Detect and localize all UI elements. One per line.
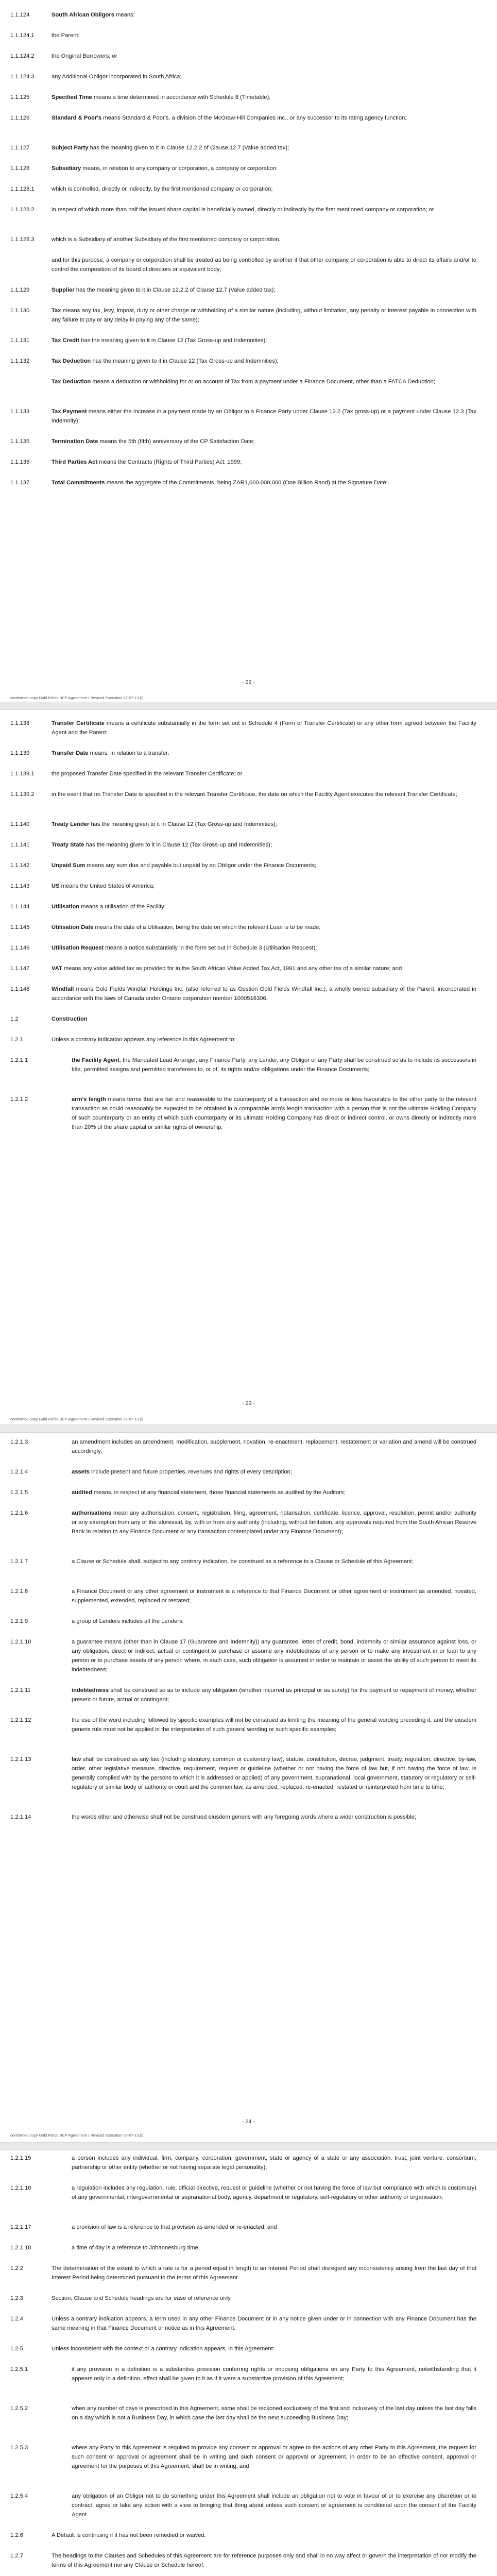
defined-term: Specified Time [52,94,92,100]
page-footer: conformed copy Gold Fields BCP Agreement / Revised Execution 07-07-13.(i) [10,2133,144,2138]
clause-number: 1.1.145 [10,924,30,930]
clause-body: any obligation of an Obligor not to do something under this Agreement shall include an obligation not to vote in favour of or to exercise any discretion or to contract, agree or take any action with a view to bringing that thing about unless such consent or agreement is conditional upon the consent of the Facility Agent. [72,2493,476,2518]
clause-body: Construction [52,1016,88,1022]
clause-body: in respect of which more than half the issued share capital is beneficially owned, directly or indirectly by the first mentioned company or corporation; or [52,207,434,213]
clause-body: Unless inconsistent with the context or a contrary indication appears, in this Agreement: [52,2346,275,2352]
clause-body: The headings to the Clauses and Schedules of this Agreement are for reference purposes only and shall in no way affect or govern the interpretation of nor modify the terms of this Agreement nor any Clause or Schedule hereof. [52,2553,476,2568]
defined-term: South African Obligors [52,12,115,18]
clause-body: Unless a contrary indication appears any reference in this Agreement to: [52,1037,236,1043]
clause-body: means the Contracts (Rights of Third Parties) Act, 1999; [97,459,242,465]
clause-number: 1.1.143 [10,883,30,889]
clause-number: 1.1.128.1 [10,186,35,192]
defined-term: authorisations [72,1510,112,1516]
defined-term: Tax Deduction [52,379,91,385]
defined-term: Transfer Certificate [52,720,105,726]
clause-body: means, in respect of any financial statement, those financial statements as audited by the Auditors; [92,1489,346,1496]
clause-body: means a notice substantially in the form set out in Schedule 3 (Utilisation Request); [104,945,317,951]
clause-text [52,840,476,850]
clause-body: the words other and otherwise shall not be construed eiusdem generis with any foregoing words where a wider construction is possible; [72,1814,417,1820]
clause-body: where any Party to this Agreement is required to provide any consent or approval or agree to the actions of any other Party to this Agreement, the request for such consent or approval or agreement shall be in writing and such consent or approval or agreement, in order to be an effective consent, approval or agreement for the purposes of this Agreement, shall be in writing; and [72,2445,476,2469]
clause-number: 1.2.5 [10,2346,23,2352]
clause-text [52,2264,476,2282]
clause-number: 1.2.5.4 [10,2493,28,2499]
clause-body: the proposed Transfer Date specified in the relevant Transfer Certificate; or [52,771,243,777]
clause-number: 1.1.133 [10,409,30,415]
clause-text [52,93,476,102]
clause-body: shall be construed so as to include any obligation (whether incurred as principal or as surety) for the payment or repayment of money, whether present or future, actual or contingent; [72,1687,476,1703]
clause-number: 1.1.128 [10,165,30,172]
clause-text [52,2551,476,2570]
clause-body: which is controlled, directly or indirectly, by the first mentioned company or corporation; [52,186,273,192]
clause-body: means any sum due and payable but unpaid by an Obligor under the Finance Documents; [85,862,317,869]
clause-body: include present and future properties, revenues and rights of every description; [89,1469,292,1475]
clause-text [72,1056,476,1074]
clause-text [52,1035,476,1044]
clause-body: has the meaning given to it in Clause 12.2.2 of Clause 12.7 (Value added tax); [88,145,289,151]
clause-body: a Finance Document or any other agreement or instrument is a reference to that Finance Document or other agreement or instrument as amended, novated, supplemented, extended, replaced or restated; [72,1588,476,1604]
clause-body: shall be construed as any law (including statutory, common or customary law), statute, constitution, decree, judgment, treaty, regulation, directive, by-law, order, other legislative measure, directive, requirement, request or guideline (whether or not having the force of law but, if not having the force of law, is generally complied with by the persons to which it is addressed or applied) of any government, supranational, local government, statutory or regulatory or self-regulatory or similar body or authority or court and the common law, as amended, replaced, re-enacted, restated or reinterpreted from time to time; [72,1756,476,1790]
clause-text [52,235,476,244]
clause-number: 1.2.5.1 [10,2366,28,2372]
clause-number: 1.2.4 [10,2316,23,2322]
clause-body: when any number of days is prescribed in this Agreement, same shall be reckoned exclusively of the first and inclusively of the last day unless the last day falls on a day which is not a Business Day, in which case the last day shall be the next succeeding Business Day; [72,2405,476,2421]
clause-number: 1.1.124.1 [10,32,35,39]
clause-number: 1.2.6 [10,2532,23,2538]
clause-text [72,1488,476,1497]
clause-body: a provision of law is a reference to that provision as amended or re-enacted; and [72,2224,277,2230]
clause-text [52,719,476,737]
clause-text [52,10,476,20]
page-number: - 23 - [242,1400,255,1406]
defined-term: Standard & Poor's [52,115,102,121]
clause-number: 1.2.1.1 [10,1057,28,1063]
clause-body: which is a Subsidiary of another Subsidiary of the first mentioned company or corporation, [52,236,281,243]
clause-body: has the meaning given to it in Clause 12 (Tax Gross-up and Indemnities); [79,337,267,344]
clause-body: means the 5th (fifth) anniversary of the CP Satisfaction Date; [98,438,255,445]
clause-number: 1.2.1.5 [10,1489,28,1496]
page-footer: conformed copy Gold Fields BCP Agreement / Revised Execution 07-07-13.(i) [10,1417,144,1421]
clause-body: means either the increase in a payment made by an Obligor to a Finance Party under Clause 12.2 (Tax gross-up) or a payment under Clause 12.3 (Tax indemnity); [52,409,476,424]
clause-text [52,749,476,758]
clause-body: a time of day is a reference to Johannesburg time. [72,2245,200,2251]
clause-number: 1.1.132 [10,358,30,364]
defined-term: Subject Party [52,145,89,151]
clause-number: 1.2.1.4 [10,1469,28,1475]
clause-text [52,964,476,973]
clause-text [52,164,476,173]
clause-text [52,2294,476,2303]
clause-number: 1.1.136 [10,459,30,465]
clause-text [52,143,476,152]
clause-body: Unless a contrary indication appears, a term used in any other Finance Document or in any notice given under or in connection with any Finance Document has the same meaning in that Finance Document or notice as in this Agreement. [52,2316,476,2331]
clause-body: a guarantee means (other than in Clause 17 (Guarantee and Indemnity)) any guarantee, letter of credit, bond, indemnity or similar assurance against loss, or any obligation, direct or indirect, actual or contingent to purchase or assume any indebtedness of any person or to make any investment in or loan to any person or to purchase assets of any person where, in each case, such obligation is assumed in order to maintain or assist the ability of such person to meet its indebtedness; [72,1639,476,1673]
clause-body: means: [114,12,135,18]
clause-text [52,943,476,953]
clause-body: has the meaning given to it in Clause 12 (Tax Gross-up and Indemnities); [84,842,272,848]
clause-number: 1.1.124.2 [10,53,35,59]
clause-text [52,407,476,426]
defined-term: Treaty State [52,842,84,848]
clause-body: the Original Borrowers; or [52,53,117,59]
clause-number: 1.1.146 [10,945,30,951]
clause-text [72,1509,476,1536]
clause-body: has the meaning given to it in Clause 12 (Tax Gross-up and Indemnities); [91,358,279,364]
clause-number: 1.2.5.2 [10,2405,28,2412]
clause-body: means a time determined in accordance with Schedule 8 (Timetable); [92,94,271,100]
clause-number: 1.2.1.9 [10,1618,28,1624]
clause-text [72,2223,476,2232]
page-separator [0,2142,497,2150]
clause-body: A Default is continuing if it has not been remedied or waived. [52,2532,206,2538]
clause-text [52,820,476,829]
clause-text [52,457,476,467]
clause-body: has the meaning given to it in Clause 12.2.2 of Clause 12.7 (Value added tax); [74,287,276,293]
page-number: - 24 - [242,2119,255,2125]
clause-text [72,2154,476,2172]
defined-term: indebtedness [72,1687,109,1693]
clause-text [52,902,476,911]
clause-body: The determination of the extent to which a rate is for a period equal in length to an Interest Period shall disregard any inconsistency arising from the last day of that Interest Period being determined pursuant to the terms of this Agreement. [52,2265,476,2281]
clause-body: means a utilisation of the Facility; [79,904,166,910]
clause-number: 1.1.128.3 [10,236,35,243]
clause-text [72,1617,476,1626]
clause-text [52,2344,476,2353]
clause-number: 1.1.127 [10,145,30,151]
clause-number: 1.2.1.14 [10,1814,31,1820]
clause-number: 1.2.1.7 [10,1558,28,1565]
clause-number: 1.1.131 [10,337,30,344]
defined-term: Supplier [52,287,75,293]
clause-body: means terms that are fair and reasonable to the counterparty of a transaction and no more or less favourable to the other party to the relevant transaction as could reasonably be expected to be obtained in a comparable arm's length transaction with a person that is not the ultimate Holding Company of such counterparty or an entity of which such counterparty or its ultimate Holding Company has direct or indirect control, or owns directly or indirectly more than 20% of the share capital or similar rights of ownership; [72,1096,476,1130]
clause-number: 1.1.124 [10,12,30,18]
clause-text [52,306,476,325]
defined-term: Tax Credit [52,337,79,344]
defined-term: Tax Payment [52,409,87,415]
defined-term: Treaty Lender [52,821,90,827]
defined-term: law [72,1756,81,1762]
defined-term: audited [72,1489,92,1496]
clause-body: means, in relation to any company or corporation, a company or corporation: [81,165,278,172]
clause-body: means the United States of America; [59,883,155,889]
clause-text [52,985,476,1003]
clause-text [52,437,476,446]
defined-term: Termination Date [52,438,98,445]
clause-text [52,2314,476,2333]
defined-term: the Facility Agent [72,1057,119,1063]
clause-body: means the date of a Utilisation, being the date on which the relevant Loan is to be made; [93,924,321,930]
clause-body: and for this purpose, a company or corporation shall be treated as being controlled by another if that other company or corporation is able to direct its affairs and/or to control the composition of its board of directors or equivalent body; [52,257,476,273]
clause-text [52,285,476,295]
clause-body: in the event that no Transfer Date is specified in the relevant Transfer Certificate, the date on which the Facility Agent executes the relevant Transfer Certificate; [52,791,457,798]
clause-body: means any tax, levy, impost, duty or other charge or withholding of a similar nature (including, without limitation, any penalty or interest payable in connection with any failure to pay or any delay in paying any of the same); [52,308,476,323]
page-footer: conformed copy Gold Fields BCP Agreement / Revised Execution 07-07-13.(i) [10,696,144,700]
clause-number: 1.1.139.2 [10,791,35,798]
defined-term: Total Commitments [52,480,105,486]
clause-body: an amendment includes an amendment, modification, supplement, novation, re-enactment, replacement, restatement or variation and amend will be construed accordingly; [72,1439,476,1454]
clause-number: 1.2.1.15 [10,2155,31,2161]
clause-body: a person includes any individual, firm, company, corporation, government, state or agency of a state or any association, trust, joint venture, consortium, partnership or other entity (whether or not having separate legal personality); [72,2155,476,2171]
clause-number: 1.1.147 [10,965,30,972]
clause-number: 1.1.144 [10,904,30,910]
defined-term: Utilisation [52,904,80,910]
clause-text [52,861,476,870]
clause-number: 1.2.2 [10,2265,23,2272]
page-separator [0,1425,497,1433]
defined-term: arm's length [72,1096,106,1103]
clause-number: 1.2.1.16 [10,2185,31,2191]
clause-body: means a certificate substantially in the form set out in Schedule 4 (Form of Transfer Certificate) or any other form agreed between the Facility Agent and the Parent; [52,720,476,736]
defined-term: Tax [52,308,61,314]
clause-body: has the meaning given to it in Clause 12 (Tax Gross-up and Indemnities); [89,821,277,827]
clause-number: 1.2.5.3 [10,2445,28,2451]
clause-text [52,256,476,274]
clause-number: 1.1.124.3 [10,74,35,80]
clause-text [72,2492,476,2519]
clause-number: 1.2.1.3 [10,1439,28,1445]
clause-text [52,72,476,81]
clause-text [72,1812,476,1822]
page-separator [0,702,497,710]
clause-text [72,2243,476,2252]
clause-body: means a deduction or withholding for or on account of Tax from a payment under a Finance Document, other than a FATCA Deduction; [91,379,435,385]
clause-text [72,1755,476,1792]
clause-number: 1.2.1.8 [10,1588,28,1595]
clause-text [72,2404,476,2422]
clause-body: Section, Clause and Schedule headings are for ease of reference only. [52,2295,232,2301]
clause-number: 1.1.142 [10,862,30,869]
clause-number: 1.1.139 [10,750,30,756]
clause-number: 1.2.1.2 [10,1096,28,1103]
clause-body: means any value added tax as provided for in the South African Value Added Tax Act, 1991 and any other tax of a similar nature; and [62,965,402,972]
clause-text [52,2531,476,2540]
clause-number: 1.1.129 [10,287,30,293]
clause-text [52,205,476,214]
clause-body: a regulation includes any regulation, rule, official directive, request or guideline (whether or not having the force of law but compliance with which is customary) of any governmental, intergovernmental or supranational body, agency, department or regulatory, self-regulatory or other authority or organisation; [72,2185,476,2200]
clause-text [52,478,476,487]
defined-term: Utilisation Date [52,924,94,930]
clause-text [72,2365,476,2383]
clause-number: 1.1.125 [10,94,30,100]
clause-number: 1.1.141 [10,842,30,848]
defined-term: Utilisation Request [52,945,104,951]
clause-number: 1.2.1.10 [10,1639,31,1645]
clause-number: 1.2.7 [10,2553,23,2559]
clause-number: 1.2.1.11 [10,1687,31,1693]
clause-body: the Parent; [52,32,80,39]
clause-text [52,790,476,799]
defined-term: Tax Deduction [52,358,91,364]
clause-body: mean any authorisation, consent, registration, filing, agreement, notarisation, certificate, licence, approval, resolution, permit and/or authority or any exemption from any of the aforesaid, by, with or from any authority (including, without limitation, any approvals required from the South African Reserve Bank in relation to any Finance Document or any transaction contemplated under any Finance Document); [72,1510,476,1535]
clause-text [52,52,476,61]
clause-text [52,184,476,194]
clause-number: 1.1.128.2 [10,207,35,213]
clause-number: 1.2.1.17 [10,2224,31,2230]
clause-number: 1.1.130 [10,308,30,314]
defined-term: Unpaid Sum [52,862,85,869]
clause-text [52,357,476,366]
clause-body: means, in relation to a transfer: [88,750,169,756]
defined-term: Third Parties Act [52,459,98,465]
clause-body: a group of Lenders includes all the Lenders; [72,1618,184,1624]
defined-term: VAT [52,965,62,972]
clause-body: means Standard & Poor's, a division of the McGraw-Hill Companies Inc., or any successor to its rating agency function; [101,115,407,121]
page-number: - 22 - [242,679,255,685]
clause-body: the use of the word including followed by specific examples will not be construed as limiting the meaning of the general wording preceding it, and the eiusdem generis rule must not be applied in the interpretation of such general wording or such specific examples; [72,1717,476,1733]
clause-text [52,923,476,932]
defined-term: Transfer Date [52,750,89,756]
defined-term: US [52,883,60,889]
clause-number: 1.2.1.6 [10,1510,28,1516]
clause-number: 1.1.138 [10,720,30,726]
clause-body: a Clause or Schedule shall, subject to any contrary indication, be construed as a reference to a Clause or Schedule of this Agreement; [72,1558,414,1565]
clause-text [52,1014,476,1024]
clause-text [72,1095,476,1132]
clause-text [72,1557,476,1566]
clause-text [52,113,476,123]
clause-body: if any provision in a definition is a substantive provision conferring rights or imposing obligations on any Party to this Agreement, notwithstanding that it appears only in a definition, effect shall be given to it as if it were a substantive provision of this Agreement; [72,2366,476,2382]
clause-body: means Gold Fields Windfall Holdings Inc. (also referred to as Gestion Gold Fields Windfall Inc.), a wholly owned subsidiary of the Parent, incorporated in accordance with the laws of Canada under Ontario corporation number 1000516306. [52,986,476,1002]
clause-text [72,1686,476,1704]
clause-number: 1.1.139.1 [10,771,35,777]
clause-text [52,336,476,345]
clause-number: 1.1.126 [10,115,30,121]
clause-text [52,31,476,40]
clause-body: means the aggregate of the Commitments, being ZAR1,000,000,000 (One Billion Rand) at the Signature Date; [105,480,388,486]
clause-body: any Additional Obligor incorporated in South Africa; [52,74,182,80]
clause-number: 1.2.1.18 [10,2245,31,2251]
clause-body: , the Mandated Lead Arranger, any Finance Party, any Lender, any Obligor or any Party shall be construed so as to include its successors in title, permitted assigns and permitted transferees to, or of, its rights and/or obligations under the Finance Documents; [72,1057,476,1073]
clause-number: 1.2.1.13 [10,1756,31,1762]
clause-number: 1.2.3 [10,2295,23,2301]
clause-text [72,1467,476,1477]
clause-text [52,882,476,891]
clause-number: 1.1.140 [10,821,30,827]
defined-term: Windfall [52,986,74,992]
defined-term: Subsidiary [52,165,81,172]
clause-number: 1.1.135 [10,438,30,445]
clause-number: 1.1.137 [10,480,30,486]
clause-text [72,1716,476,1734]
clause-text [52,769,476,778]
clause-number: 1.2.1 [10,1037,23,1043]
defined-term: assets [72,1469,90,1475]
clause-text [52,377,476,386]
clause-text [72,2183,476,2202]
clause-text [72,1587,476,1605]
clause-number: 1.1.148 [10,986,30,992]
clause-text [72,2443,476,2471]
clause-text [72,1437,476,1456]
clause-text [72,1637,476,1674]
clause-number: 1.2 [10,1016,19,1022]
clause-number: 1.2.1.12 [10,1717,31,1723]
